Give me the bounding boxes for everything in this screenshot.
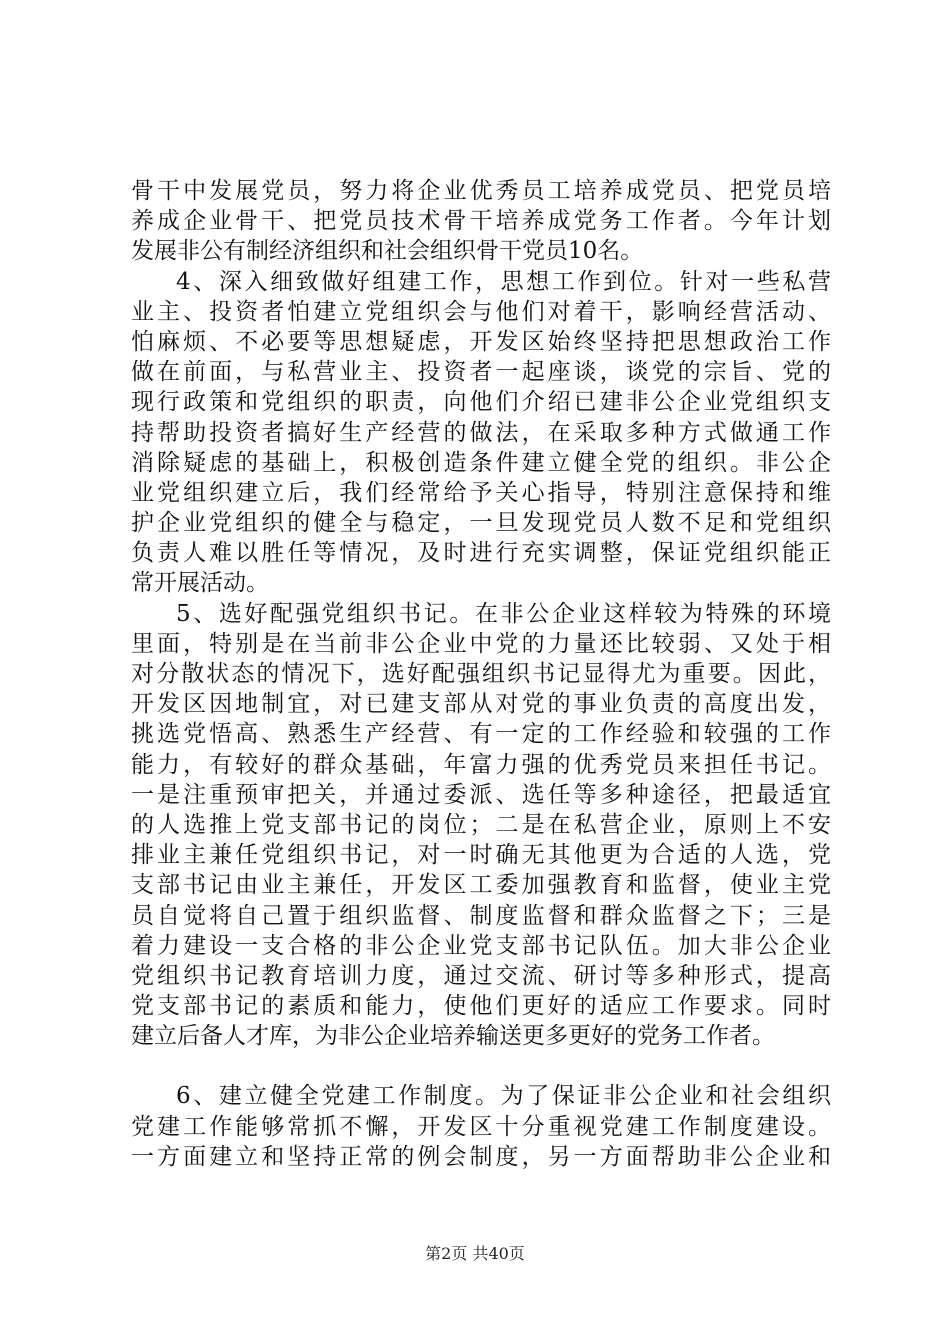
text-line: 党组织书记教育培训力度，通过交流、研讨等多种形式，提高 bbox=[131, 962, 831, 989]
text-line: 护企业党组织的健全与稳定，一旦发现党员人数不足和党组织 bbox=[131, 510, 831, 537]
text-line: 6、建立健全党建工作制度。为了保证非公企业和社会组织 bbox=[176, 1083, 831, 1110]
text-line: 能力，有较好的群众基础，年富力强的优秀党员来担任书记。 bbox=[131, 751, 831, 778]
text-line: 现行政策和党组织的职责，向他们介绍已建非公企业党组织支 bbox=[131, 389, 831, 416]
text-line: 党支部书记的素质和能力，使他们更好的适应工作要求。同时 bbox=[131, 993, 831, 1020]
paragraph-item-6 bbox=[131, 1081, 831, 1172]
paragraph-continuation bbox=[131, 176, 831, 267]
text-line: 排业主兼任党组织书记，对一时确无其他更为合适的人选，党 bbox=[131, 842, 831, 869]
paragraph-item-5 bbox=[131, 599, 831, 1052]
text-line: 着力建设一支合格的非公企业党支部书记队伍。加大非公企业 bbox=[131, 932, 831, 959]
text-line: 对分散状态的情况下，选好配强组织书记显得尤为重要。因此， bbox=[131, 661, 831, 687]
text-line: 支部书记由业主兼任，开发区工委加强教育和监督，使业主党 bbox=[131, 872, 831, 899]
text-line: 挑选党悟高、熟悉生产经营、有一定的工作经验和较强的工作 bbox=[131, 721, 831, 748]
text-line: 党建工作能够常抓不懈，开发区十分重视党建工作制度建设。 bbox=[131, 1113, 831, 1140]
text-line: 消除疑虑的基础上，积极创造条件建立健全党的组织。非公企 bbox=[131, 449, 831, 476]
text-line: 养成企业骨干、把党员技术骨干培养成党务工作者。今年计划 bbox=[131, 208, 831, 235]
text-line: 员自觉将自己置于组织监督、制度监督和群众监督之下；三是 bbox=[131, 902, 831, 929]
text-line: 发展非公有制经济组织和社会组织骨干党员10名。 bbox=[131, 238, 644, 265]
text-line: 里面，特别是在当前非公企业中党的力量还比较弱、又处于相 bbox=[131, 630, 831, 657]
page-number-footer: 第2页 共40页 bbox=[425, 1244, 525, 1263]
text-line: 的人选推上党支部书记的岗位；二是在私营企业，原则上不安 bbox=[131, 811, 831, 838]
text-line: 常开展活动。 bbox=[131, 570, 269, 597]
text-line: 一方面建立和坚持正常的例会制度，另一方面帮助非公企业和 bbox=[131, 1143, 831, 1170]
text-line: 持帮助投资者搞好生产经营的做法，在采取多种方式做通工作 bbox=[131, 419, 831, 446]
paragraph-item-4 bbox=[131, 267, 831, 599]
text-line: 业主、投资者怕建立党组织会与他们对着干，影响经营活动、 bbox=[131, 298, 831, 325]
text-line: 业党组织建立后，我们经常给予关心指导，特别注意保持和维 bbox=[131, 479, 831, 506]
text-line: 建立后备人才库，为非公企业培养输送更多更好的党务工作者。 bbox=[131, 1023, 775, 1050]
document-body bbox=[131, 176, 831, 1172]
text-line: 一是注重预审把关，并通过委派、选任等多种途径，把最适宜 bbox=[131, 781, 831, 808]
text-line: 4、深入细致做好组建工作，思想工作到位。针对一些私营 bbox=[176, 268, 831, 295]
text-line: 负责人难以胜任等情况，及时进行充实调整，保证党组织能正 bbox=[131, 540, 831, 567]
text-line: 骨干中发展党员，努力将企业优秀员工培养成党员、把党员培 bbox=[131, 178, 831, 204]
text-line: 5、选好配强党组织书记。在非公企业这样较为特殊的环境 bbox=[176, 600, 831, 627]
text-line: 开发区因地制宜，对已建支部从对党的事业负责的高度出发， bbox=[131, 691, 831, 718]
paragraph-gap bbox=[131, 1051, 831, 1081]
text-line: 怕麻烦、不必要等思想疑虑，开发区始终坚持把思想政治工作 bbox=[131, 328, 831, 355]
text-line: 做在前面，与私营业主、投资者一起座谈，谈党的宗旨、党的 bbox=[131, 359, 831, 386]
